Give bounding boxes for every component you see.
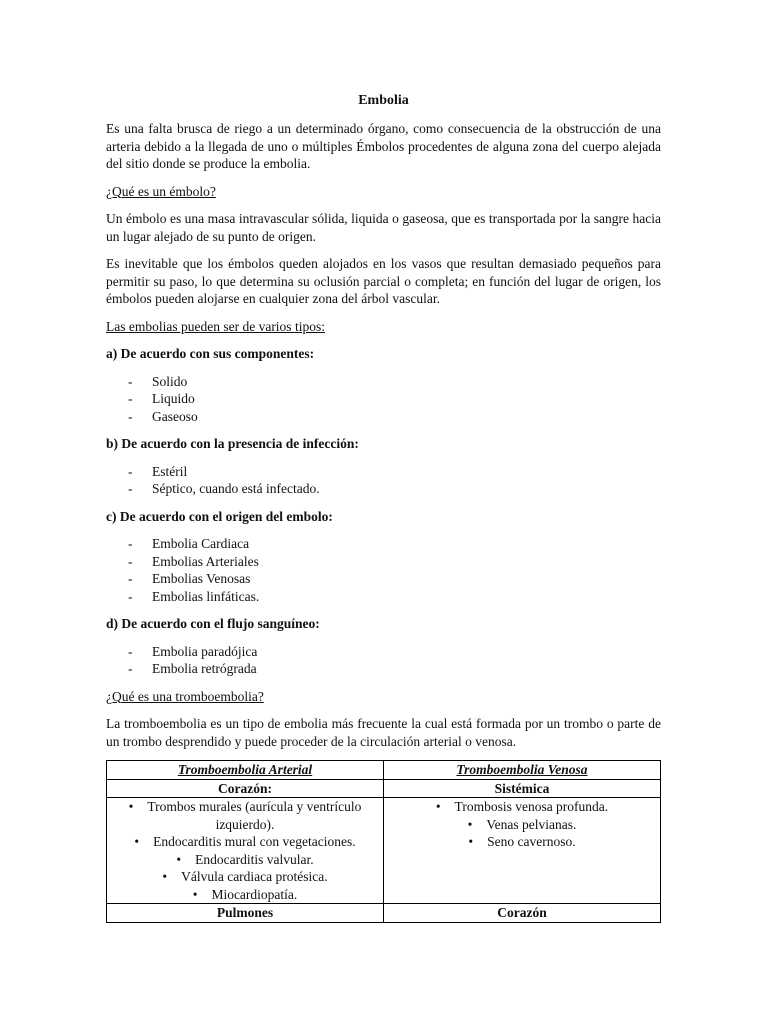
footer-corazon: Corazón [384, 904, 661, 923]
list-item: - Embolia Cardiaca [106, 535, 661, 553]
list-item-text: Endocarditis valvular. [195, 851, 314, 867]
section-heading-c: c) De acuerdo con el origen del embolo: [106, 508, 333, 524]
list-item: - Estéril [106, 463, 661, 481]
intro-paragraph: Es una falta brusca de riego a un determinado órgano, como consecuencia de la obstrucción de una arteria debido a la llegada de uno o múltiples Émbolos procedentes de alguna zona del cuerpo alejada del sitio donde se produce la embolia. [106, 121, 661, 171]
list-item: - Embolia retrógrada [106, 660, 661, 678]
list-item [111, 833, 379, 851]
tromboembolia-table [106, 760, 661, 923]
question-embolo: ¿Qué es un émbolo? [106, 183, 216, 199]
embolo-definition: Un émbolo es una masa intravascular sólida, liquida o gaseosa, que es transportada por la sangre hacia un lugar alejado de su punto de origen. [106, 211, 661, 244]
bullet-icon [468, 834, 487, 849]
bullet-icon [436, 799, 455, 814]
column-title-arterial: Tromboembolia Arterial [107, 761, 384, 780]
bullet-icon [129, 799, 148, 814]
list-item [388, 798, 656, 816]
section-heading-a: a) De acuerdo con sus componentes: [106, 346, 315, 361]
list-item: - Embolias Venosas [106, 570, 661, 588]
types-intro: Las embolias pueden ser de varios tipos: [106, 318, 325, 334]
section-list-d [106, 643, 661, 678]
list-item [388, 833, 656, 851]
venosa-list [388, 798, 656, 851]
list-item-text: Trombosis venosa profunda. [454, 799, 609, 814]
list-item-text: Seno cavernoso. [487, 834, 576, 849]
list-item: - Gaseoso [106, 408, 661, 426]
table-subheader-row [107, 779, 661, 798]
list-item [111, 798, 379, 833]
embolo-paragraph: Es inevitable que los émbolos queden alojados en los vasos que resultan demasiado pequeños para permitir su paso, lo que determina su oclusión parcial o completa; en función del lugar de origen, los émbolos pueden alojarse en cualquier zona del árbol vascular. [106, 256, 661, 306]
bullet-icon [468, 817, 487, 832]
bullet-icon [176, 852, 195, 867]
document-body [106, 92, 661, 923]
bullet-icon [193, 887, 212, 902]
section-list-a [106, 373, 661, 426]
list-item: - Embolia paradójica [106, 643, 661, 661]
list-item: - Solido [106, 373, 661, 391]
list-item [111, 851, 379, 869]
list-item-text: Trombos murales (aurícula y ventrículo izquierdo). [147, 799, 362, 832]
section-list-c [106, 535, 661, 605]
list-item [111, 886, 379, 904]
question-tromboembolia: ¿Qué es una tromboembolia? [106, 688, 264, 704]
list-item: - Embolias Arteriales [106, 553, 661, 571]
section-heading-d: d) De acuerdo con el flujo sanguíneo: [106, 616, 320, 631]
column-title-venosa: Tromboembolia Venosa [384, 761, 661, 780]
list-item-text: Endocarditis mural con vegetaciones. [153, 834, 356, 849]
table-header-row [107, 761, 661, 780]
list-item: - Embolias linfáticas. [106, 588, 661, 606]
table-row [107, 798, 661, 904]
list-item-text: Miocardiopatía. [211, 886, 298, 902]
list-item-text: Venas pelvianas. [486, 816, 577, 832]
document-title: Embolia [358, 93, 409, 108]
tromboembolia-paragraph: La tromboembolia es un tipo de embolia más frecuente la cual está formada por un trombo o parte de un trombo desprendido y puede proceder de la circulación arterial o venosa. [106, 716, 661, 749]
bullet-icon [134, 834, 153, 849]
list-item: - Liquido [106, 390, 661, 408]
subheader-corazon: Corazón: [107, 779, 384, 798]
list-item-text: Válvula cardiaca protésica. [181, 869, 328, 884]
footer-pulmones: Pulmones [107, 904, 384, 923]
venosa-items-cell [384, 798, 661, 904]
section-heading-b: b) De acuerdo con la presencia de infección: [106, 436, 359, 451]
arterial-list [111, 798, 379, 903]
bullet-icon [162, 869, 181, 884]
arterial-items-cell [107, 798, 384, 904]
list-item [111, 868, 379, 886]
section-list-b [106, 463, 661, 498]
list-item [388, 816, 656, 834]
subheader-sistemica: Sistémica [384, 779, 661, 798]
list-item: - Séptico, cuando está infectado. [106, 480, 661, 498]
table-footer-row [107, 904, 661, 923]
